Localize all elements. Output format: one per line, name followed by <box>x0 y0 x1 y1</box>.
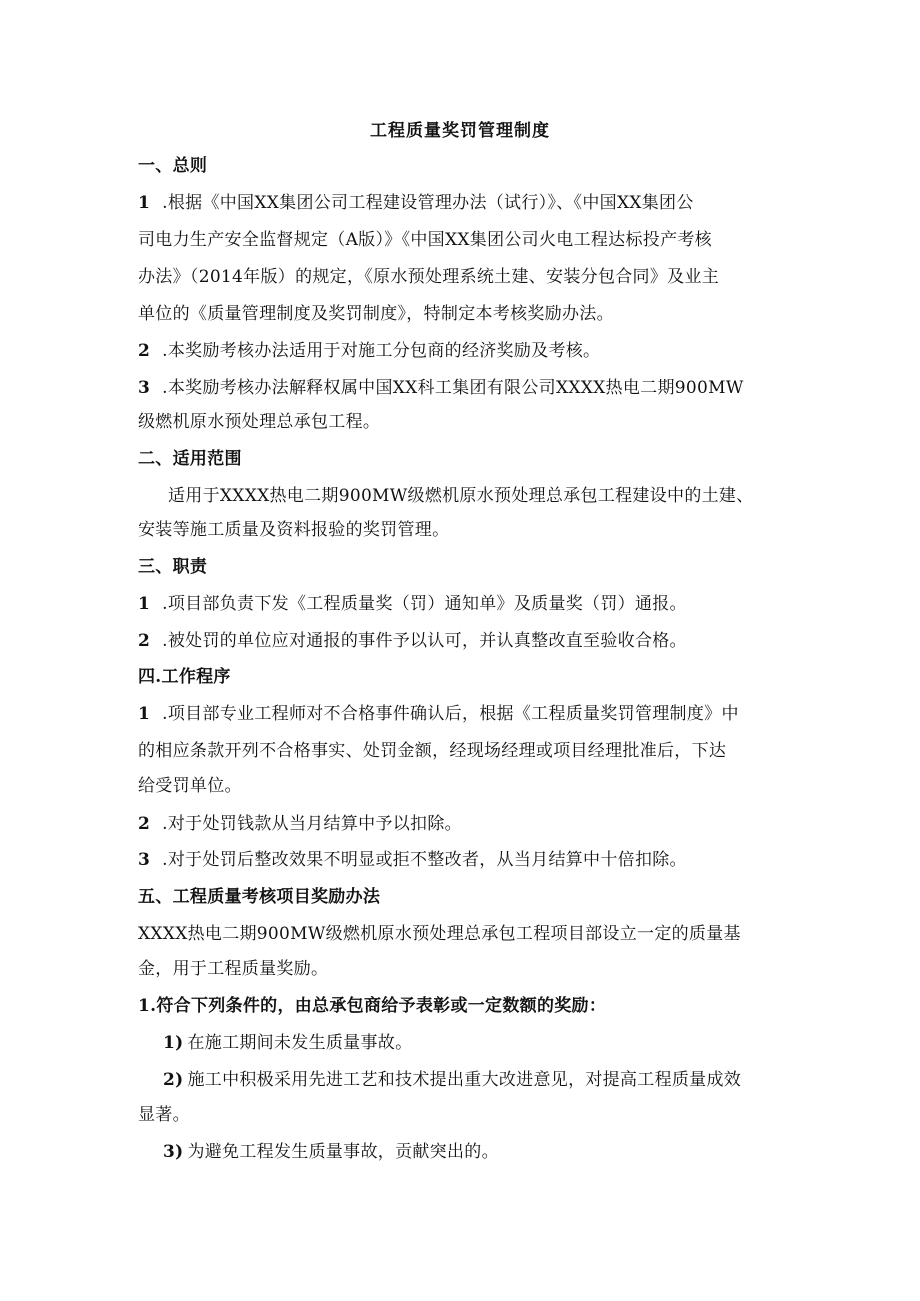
s5-sub-heading: 1.符合下列条件的，由总承包商给予表彰或一定数额的奖励： <box>138 996 607 1016</box>
s5-condition-3-number: 3) <box>163 1142 184 1162</box>
section-4-heading: 四.工作程序 <box>138 667 231 687</box>
s1-item-2-number: 2 <box>138 341 151 361</box>
s3-item-1-number: 1 <box>138 594 151 614</box>
s5-line-1: XXXX热电二期900MW级燃机原水预处理总承包工程项目部设立一定的质量基 <box>138 924 741 944</box>
s5-condition-1-number: 1) <box>163 1033 184 1053</box>
s1-item-2-line-1: 2 .本奖励考核办法适用于对施工分包商的经济奖励及考核。 <box>138 341 601 361</box>
s4-item-1-line-1: 1 .项目部专业工程师对不合格事件确认后，根据《工程质量奖罚管理制度》中 <box>138 704 739 724</box>
s3-item-2-number: 2 <box>138 631 151 651</box>
s5-condition-2-line-2: 显著。 <box>138 1105 190 1125</box>
s5-condition-2-number: 2) <box>163 1070 184 1090</box>
section-5-heading: 五、工程质量考核项目奖励办法 <box>138 887 381 907</box>
s4-item-1-number: 1 <box>138 704 151 724</box>
s1-item-1-line-2: 司电力生产安全监督规定（A版）》《中国XX集团公司火电工程达标投产考核 <box>138 230 712 250</box>
section-2-heading: 二、适用范围 <box>138 449 242 469</box>
s5-line-2: 金，用于工程质量奖励。 <box>138 959 329 979</box>
s1-item-1-line-3: 办法》（2014年版）的规定，《原水预处理系统土建、安装分包合同》及业主 <box>138 267 720 287</box>
s5-condition-3: 3) 为避免工程发生质量事故，贡献突出的。 <box>163 1142 499 1162</box>
s1-item-3-number: 3 <box>138 378 151 398</box>
s5-condition-2-line-1: 2) 施工中积极采用先进工艺和技术提出重大改进意见，对提高工程质量成效 <box>163 1070 742 1090</box>
s4-item-2-number: 2 <box>138 814 151 834</box>
s1-item-3-line-2: 级燃机原水预处理总承包工程。 <box>138 412 381 432</box>
s4-item-3-line-1: 3 .对于处罚后整改效果不明显或拒不整改者，从当月结算中十倍扣除。 <box>138 850 687 870</box>
s1-item-3-line-1: 3 .本奖励考核办法解释权属中国XX科工集团有限公司XXXX热电二期900MW <box>138 378 744 398</box>
s5-condition-1: 1) 在施工期间未发生质量事故。 <box>163 1033 413 1053</box>
section-3-heading: 三、职责 <box>138 557 208 577</box>
s2-line-2: 安装等施工质量及资料报验的奖罚管理。 <box>138 520 450 540</box>
s3-item-2-line-1: 2 .被处罚的单位应对通报的事件予以认可，并认真整改直至验收合格。 <box>138 631 687 651</box>
document-title: 工程质量奖罚管理制度 <box>370 121 550 141</box>
s4-item-2-line-1: 2 .对于处罚钱款从当月结算中予以扣除。 <box>138 814 462 834</box>
s2-line-1: 适用于XXXX热电二期900MW级燃机原水预处理总承包工程建设中的土建、 <box>168 486 754 506</box>
s4-item-3-number: 3 <box>138 850 151 870</box>
s4-item-1-line-3: 给受罚单位。 <box>138 776 242 796</box>
s1-item-1-line-4: 单位的《质量管理制度及奖罚制度》，特制定本考核奖励办法。 <box>138 304 614 324</box>
s1-item-1-line-1: 1 .根据《中国XX集团公司工程建设管理办法（试行）》、《中国XX集团公 <box>138 193 694 213</box>
s3-item-1-line-1: 1 .项目部负责下发《工程质量奖（罚）通知单》及质量奖（罚）通报。 <box>138 594 687 614</box>
s4-item-1-line-2: 的相应条款开列不合格事实、处罚金额，经现场经理或项目经理批准后，下达 <box>138 741 727 761</box>
s1-item-1-number: 1 <box>138 193 151 213</box>
section-1-heading: 一、总则 <box>138 156 208 176</box>
